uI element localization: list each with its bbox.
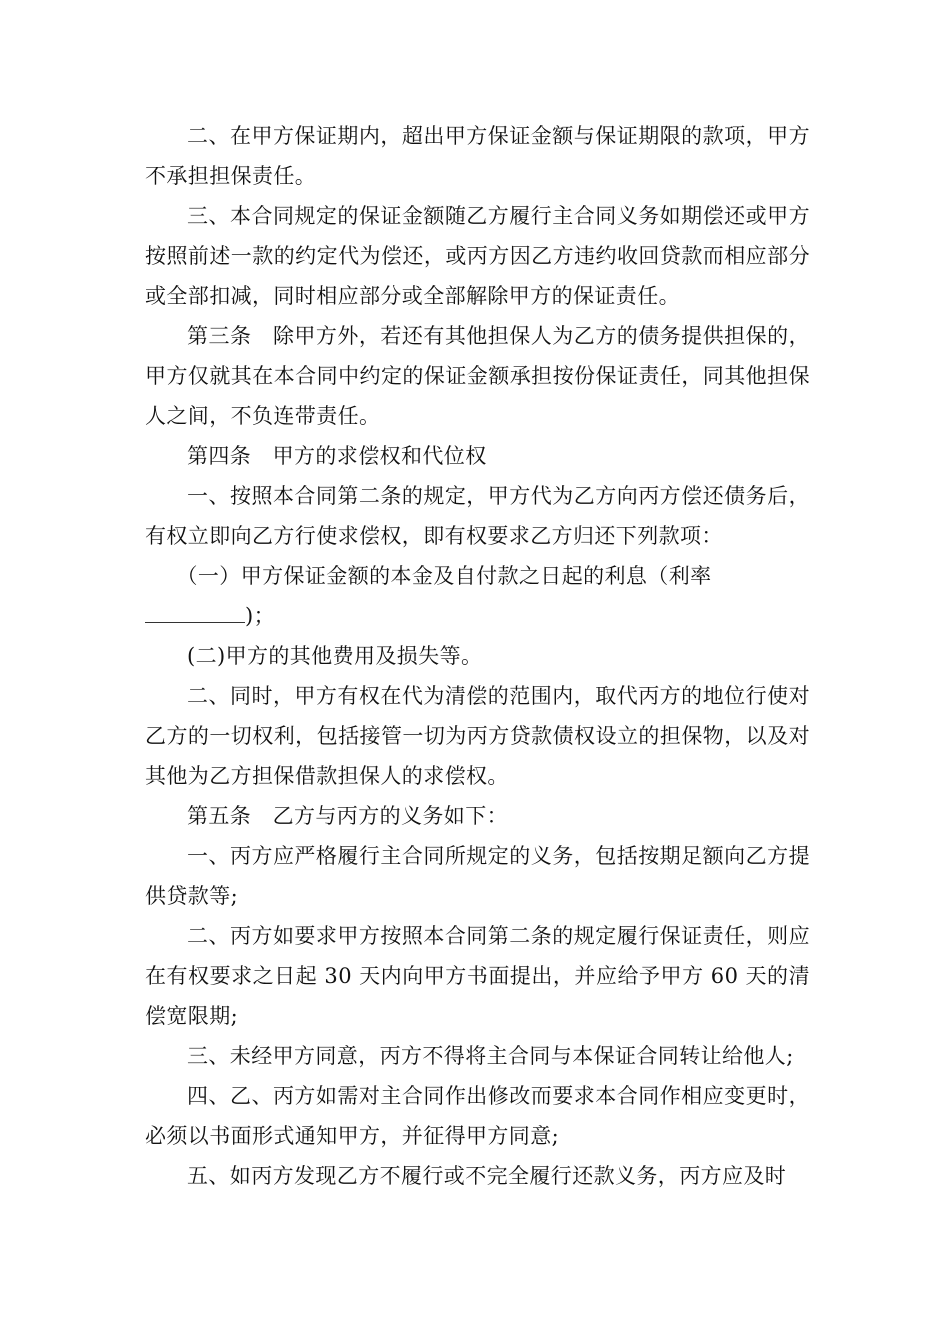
- paragraph-article-4-item-1: 一、按照本合同第二条的规定，甲方代为乙方向丙方偿还债务后，有权立即向乙方行使求偿权，即有权要求乙方归还下列款项：: [145, 484, 810, 548]
- paragraph-article-4-heading: 第四条 甲方的求偿权和代位权: [187, 444, 487, 468]
- paragraph-article-5-item-1: 一、丙方应严格履行主合同所规定的义务，包括按期足额向乙方提供贷款等;: [145, 844, 810, 908]
- paragraph-article-5-item-2: 二、丙方如要求甲方按照本合同第二条的规定履行保证责任，则应在有权要求之日起 30 天内向甲方书面提出，并应给予甲方 60 天的清偿宽限期;: [145, 924, 810, 1028]
- paragraph-article-3: 第三条 除甲方外，若还有其他担保人为乙方的债务提供担保的，甲方仅就其在本合同中约定的保证金额承担按份保证责任，同其他担保人之间，不负连带责任。: [145, 324, 810, 428]
- paragraph-guarantee-reduction: 三、本合同规定的保证金额随乙方履行主合同义务如期偿还或甲方按照前述一款的约定代为偿还，或丙方因乙方违约收回贷款而相应部分或全部扣减，同时相应部分或全部解除甲方的保证责任。: [145, 204, 810, 308]
- paragraph-article-5-item-3: 三、未经甲方同意，丙方不得将主合同与本保证合同转让给他人;: [187, 1044, 794, 1068]
- document-body: [145, 116, 810, 1196]
- paragraph-guarantee-excess: 二、在甲方保证期内，超出甲方保证金额与保证期限的款项，甲方不承担担保责任。: [145, 124, 810, 188]
- paragraph-article-5-item-4: 四、乙、丙方如需对主合同作出修改而要求本合同作相应变更时，必须以书面形式通知甲方，并征得甲方同意;: [145, 1084, 810, 1148]
- interest-rate-blank: [145, 598, 245, 623]
- paragraph-article-4-subitem-1: [145, 556, 810, 636]
- paragraph-article-5-item-5: 五、如丙方发现乙方不履行或不完全履行还款义务，丙方应及时: [187, 1164, 787, 1188]
- paragraph-article-5-heading: 第五条 乙方与丙方的义务如下：: [187, 804, 508, 828]
- paragraph-article-4-item-2: 二、同时，甲方有权在代为清偿的范围内，取代丙方的地位行使对乙方的一切权利，包括接管一切为丙方贷款债权设立的担保物，以及对其他为乙方担保借款担保人的求偿权。: [145, 684, 810, 788]
- subitem-1-suffix: )；: [245, 604, 275, 628]
- subitem-1-text: （一）甲方保证金额的本金及自付款之日起的利息（利率: [176, 564, 712, 588]
- paragraph-article-4-subitem-2: (二)甲方的其他费用及损失等。: [187, 644, 483, 668]
